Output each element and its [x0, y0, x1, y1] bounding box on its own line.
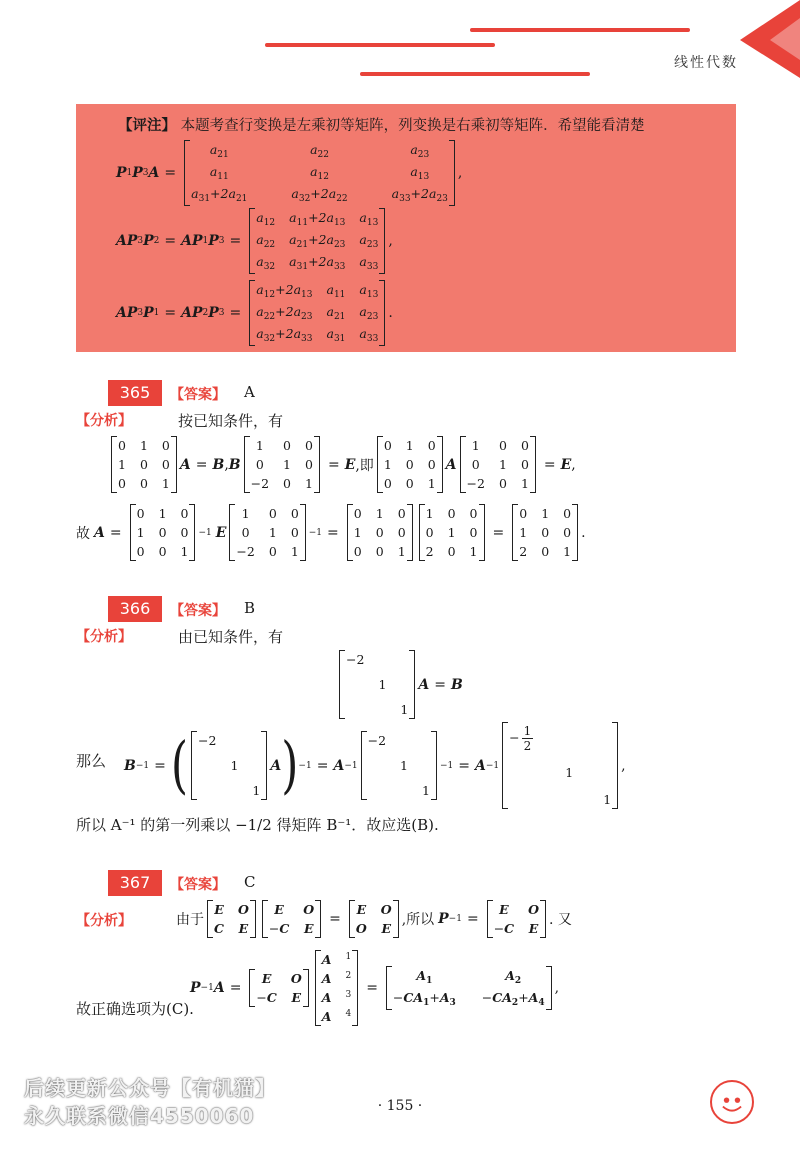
header-line [470, 28, 690, 32]
analysis-tag: 【分析】 [76, 413, 132, 429]
answer-value: C [244, 873, 256, 891]
equation-366-2: B −1 = ( −2 1 1 A ) −1 = A −1 −2 1 1 −1 = A −1 − $\frac{1}{2}$ 1 1 , [124, 724, 626, 807]
answer-value: A [244, 383, 255, 401]
analysis-tag: 【分析】 [76, 629, 132, 645]
answer-tag: 【答案】 [170, 603, 226, 619]
problem-number-badge: 365 [108, 380, 162, 406]
analysis-intro: 由已知条件，有 [178, 628, 284, 646]
equation-366-1: −2 1 1 A = B [336, 650, 463, 719]
corner-arrow-icon [730, 0, 800, 78]
remark-equation-3: AP 3 P 1 = AP 2 P 3 = $a_{12}+2a_{13}$ $a_{11}$ $a_{13}$ $a_{22}+2a_{23}$ $a_{21}$ $a_{23}$ $a_{32}+2a_{33}$ $a_{31}$ $a_{33}$ . [116, 282, 393, 344]
remark-equation-2: AP 3 P 2 = AP 1 P 3 = $a_{12}$ $a_{11}+2a_{13}$ $a_{13}$ $a_{22}$ $a_{21}+2a_{23}$ $a_{23}$ $a_{32}$ $a_{31}+2a_{33}$ $a_{33}$ , [116, 210, 393, 272]
problem-number-badge: 366 [108, 596, 162, 622]
problem-number-badge: 367 [108, 870, 162, 896]
remark-text [118, 114, 645, 135]
watermark-line-2: 永久联系微信4550060 [24, 1104, 255, 1128]
answer-tag: 【答案】 [170, 387, 226, 403]
smiley-logo-icon [710, 1080, 754, 1124]
answer-tag: 【答案】 [170, 877, 226, 893]
conclusion-367: 故正确选项为(C). [76, 1000, 194, 1018]
header-line [360, 72, 590, 76]
equation-365-2: 故 A = 0 1 0 1 0 0 0 0 1 −1 E 1 0 0 0 1 0 −2 0 1 −1 = 0 1 0 1 0 0 0 0 1 1 0 0 0 1 0 2 0 1 = 0 1 0 1 0 0 2 0 1 . [76, 506, 586, 559]
analysis-intro: 按已知条件，有 [178, 412, 284, 430]
analysis-tag: 【分析】 [76, 913, 132, 929]
conclusion-366: 所以 A⁻¹ 的第一列乘以 −1/2 得矩阵 B⁻¹．故应选(B). [76, 816, 439, 834]
remark-box [76, 104, 736, 352]
header-line [265, 43, 495, 47]
equation-367-2: P −1 A = E O −C E A 1 A 2 A 3 A 4 = $A_1$ $A_2$ $-CA_1+A_3$ $-CA_2+A_4$ , [190, 952, 560, 1024]
equation-365-1: 0 1 0 1 0 0 0 0 1 A = B , B 1 0 0 0 1 0 −2 0 1 = E ,即 0 1 0 1 0 0 0 0 1 A 1 0 0 0 1 0 −2 0 1 = E , [108, 436, 576, 493]
then-label: 那么 [76, 752, 107, 770]
remark-tag: 【评注】 [118, 117, 176, 134]
remark-body: 本题考查行变换是左乘初等矩阵，列变换是右乘初等矩阵．希望能看清楚 [180, 118, 645, 134]
page-number: · 155 · [377, 1098, 423, 1114]
equation-367-1: 由于 E O C E E O −C E = E O O E ,所以 P −1 = E O −C E . 又 [176, 902, 572, 936]
watermark-line-1: 后续更新公众号【有机猫】 [24, 1076, 276, 1100]
section-title: 线性代数 [674, 55, 738, 71]
remark-equation-1: P 1 P 3 A = $a_{21}$ $a_{22}$ $a_{23}$ $a_{11}$ $a_{12}$ $a_{13}$ $a_{31}+2a_{21}$ $a_{32}+2a_{22}$ $a_{33}+2a_{23}$ , [116, 142, 463, 204]
answer-value: B [244, 599, 256, 617]
